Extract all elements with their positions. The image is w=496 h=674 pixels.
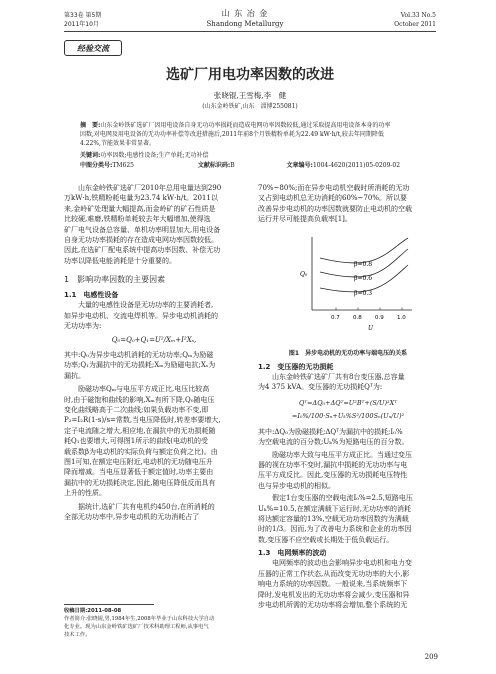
article-label: 文章编号:	[286, 162, 313, 169]
section-1-heading: 1 影响功率因数的主要因素	[64, 275, 166, 285]
text-line: 上升的性质。	[64, 489, 106, 498]
month-label: October 2011	[394, 21, 436, 28]
text-line: 将达额定容量的13%,空载无功功率因数约为满载	[258, 515, 409, 524]
abstract-line-2: 因数,对电网及用电设备的无功功率补偿等改进措施后,2011年前8个月铁精粉单耗为22.49 kW·h/t,较去年同期降低	[80, 131, 384, 138]
intro-line: 功率以降低电能消耗是十分重要的。	[64, 256, 176, 265]
text-line: 降而增减。当电压显著低于额定值时,功率主要由	[64, 468, 214, 477]
text-line: Uₖ%=10.5,在额定满载下运行时,无功功率的消耗	[258, 504, 412, 513]
received-date: 收稿日期:2011-08-08	[64, 608, 122, 614]
para-eq1-explain	[64, 350, 244, 381]
x-tick-label: 1.0	[397, 315, 406, 321]
left-column	[64, 183, 244, 522]
text-line: 为4 375 kVA。变压器的无功损耗Qᵀ为:	[258, 383, 383, 392]
x-tick-label: 0.9	[375, 315, 384, 321]
equation-2a: Qᵀ=ΔQ₀+ΔQᵀ=U²Bᵀ+(S/U)²Xᵀ	[299, 398, 397, 407]
doc-label: 文献标识码:	[197, 162, 231, 169]
para-transformer-example	[258, 493, 438, 545]
text-line: 功率;Q₁为漏抗中的无功损耗;Xₘ为励磁电抗;Xₛ为	[64, 361, 216, 370]
text-line: 又占到电动机总无功消耗的60%~70%。所以要	[258, 194, 407, 203]
text-line: 时的1/3。因而,为了改善电力系统和企业的功率因	[258, 525, 412, 534]
intro-line: 比较硬,难磨,铁精粉单耗较去年大幅增加,使得选	[64, 215, 211, 224]
figure-1-caption: 图1 异步电动机的无功功率与端电压的关系	[288, 350, 408, 357]
author-bio-line: 作者简介:张晓锟,男,1984年生,2008年毕业于山东科技大学自动	[64, 616, 215, 622]
intro-line: 矿厂电气设备总容量、单机功率明显加大,用电设备	[64, 225, 221, 234]
classification	[80, 161, 440, 170]
text-line: 变化曲线略高于二次曲线;如果负载功率不变,即	[64, 405, 209, 414]
keywords-text: 功率因数;电感性设备;生产单耗;无功补偿	[100, 152, 209, 159]
text-line: 响电力系统的功率因数。一般说来,当系统频率下	[258, 580, 408, 589]
text-line: 定子电流随之增大,相应地,在漏抗中的无功损耗随	[64, 426, 216, 435]
abstract-line-3: 4.22%,节能效果非常显著。	[80, 140, 155, 147]
journal-title-en: Shandong Metallurgy	[206, 20, 284, 28]
authors: 张晓锟,王雪梅,李 健	[213, 91, 287, 100]
text-line: 70%~80%;而在异步电动机空载时所消耗的无功	[258, 184, 410, 192]
journal-title-cn: 山 东 冶 金	[221, 9, 269, 18]
intro-paragraph	[64, 183, 244, 266]
curve-beta-0-8	[320, 238, 408, 263]
text-line: 改善异步电动机的功率因数就要防止电动机的空载	[258, 204, 412, 213]
text-line: 全部无功功率中,异步电动机的无功消耗占了	[64, 512, 200, 521]
text-line: 步电动机所需的无功功率将会增加,整个系统的无	[258, 600, 408, 609]
text-line: 压平方成反比。因此,变压器的无功损耗电压特性	[258, 471, 408, 480]
x-axis-label: U	[368, 325, 374, 332]
intro-line: 自身无功功率损耗的存在造成电网功率因数较低。	[64, 236, 218, 245]
text-line: P₂=I₂R(1-s)/s=常数,当电压降低时,转差率要增大,	[64, 416, 221, 425]
equation-1: Q₀=Q₀+Q₁=U²/Xₘ+I²Xₛ,	[111, 336, 197, 345]
text-line: 运行并尽可能提高负载率[1]。	[258, 215, 352, 224]
text-line: 假定1台变压器的空载电流I₀%=2.5,短路电压	[272, 494, 413, 503]
doc-value: B	[230, 162, 235, 169]
text-line: 励磁功率Qₘ与电压平方成正比,电压比较高	[78, 385, 210, 394]
section-1-1-heading: 1.1 电感性设备	[64, 291, 119, 300]
text-line: 图1可知,在额定电压附近,电动机的无功随电压升	[64, 457, 213, 466]
footnote	[64, 607, 246, 639]
author-bio-line: 化专业。现为山东金岭铁矿选矿厂技术科助理工程师,从事电气	[64, 624, 209, 630]
text-line: 也与异步电动机的相似。	[258, 481, 335, 490]
para-statistics	[64, 502, 244, 523]
text-line: 漏抗中的无功损耗决定,因此,随电压降低反而具有	[64, 478, 216, 487]
text-line: 降时,发电机发出的无功功率将会减少,变压器和异	[258, 590, 410, 599]
text-line: 据统计,选矿厂共有电机约450台,在所消耗的	[78, 502, 215, 511]
right-column-top	[258, 183, 438, 225]
page-number: 209	[424, 653, 438, 661]
header-rule	[64, 31, 436, 32]
abstract-label: 摘 要:	[80, 122, 101, 129]
x-tick-label: 0.7	[331, 315, 340, 321]
clc-value: TM625	[112, 162, 135, 169]
paper-title: 选矿厂用电功率因数的改进	[166, 67, 334, 83]
figure-1	[290, 232, 420, 337]
abstract-line-1: 山东金岭铁矿选矿厂因用电设备自身无功功率损耗而造成电网功率因数较低,通过采取提高用电设备本身的功率	[100, 122, 391, 129]
section-1-3-heading: 1.3 电网频率的波动	[258, 549, 327, 558]
text-line: 大量的电感性设备是无功功率的主要消耗者,	[78, 301, 214, 310]
intro-line: 因此,在选矿厂配电系统中提高功率因数、补偿无功	[64, 246, 221, 255]
text-line: 其中:Q₀为异步电动机消耗的无功功率;Qₘ为励磁	[64, 350, 214, 359]
text-line: 如异步电动机、交流电焊机等。异步电动机消耗的	[64, 311, 218, 320]
affiliation: (山东金岭铁矿,山东 淄博255081)	[202, 103, 298, 110]
keywords	[80, 151, 425, 160]
footnote-rule	[64, 604, 154, 605]
label-beta-0-8: β=0.8	[354, 261, 373, 268]
para-excitation	[64, 384, 244, 498]
y-axis-label: Q₀	[300, 271, 308, 278]
text-line: 数,变压器不应空载或长期处于低负载运行。	[258, 535, 394, 544]
section-stamp: 经验交流	[64, 40, 122, 56]
label-beta-0-6: β=0.6	[354, 275, 373, 282]
text-line: 器的视在功率不变时,漏抗中损耗的无功功率与电	[258, 461, 408, 470]
text-line: 其中:ΔQ₀为励磁损耗;ΔQᵀ为漏抗中的损耗;I₀%	[258, 427, 403, 436]
text-line: 山东金岭铁矿选矿厂共有8台变压器,总容量	[272, 373, 405, 381]
text-line: 为空载电流的百分数;Uₖ%为短路电压的百分数。	[258, 438, 409, 447]
equation-2b: =I₀%/100·Sₙ+Uₖ%S²/100Sₙ(Uₙ/U)²	[291, 411, 405, 420]
keywords-label: 关键词:	[80, 152, 101, 159]
section-1-2-heading: 1.2 变压器的无功损耗	[258, 363, 334, 371]
intro-line: 万kW·h,铁精粉耗电量为23.74 kW·h/t。2011以	[64, 194, 218, 203]
clc-label: 中图分类号:	[80, 162, 113, 169]
text-line: 耗Q₁也要增大,可得图1所示的曲线(电动机的受	[64, 437, 208, 446]
label-beta-0-3: β=0.3	[354, 290, 373, 297]
issue-date: 2011年10月	[64, 21, 99, 28]
volume-label: Vol.33 No.5	[400, 12, 436, 19]
text-line: 励磁功率大致与电压平方成正比。当通过变压	[272, 450, 412, 459]
text-line: 载系数β为电动机的实际负荷与额定负荷之比)。由	[64, 447, 218, 456]
intro-line: 来,金岭矿处理量大幅提高,而金岭矿的矿石性质是	[64, 204, 216, 213]
text-line: 压器的正常工作状态,从而改变无功功率的大小,影	[258, 569, 410, 578]
right-column-middle	[258, 362, 438, 610]
text-line: 电网频率的波动也会影响异步电动机和电力变	[272, 559, 412, 568]
para-frequency	[258, 558, 438, 610]
text-line: 漏抗。	[64, 371, 85, 380]
para-transformer-voltage	[258, 450, 438, 492]
issue-label: 第33卷 第5期	[64, 12, 102, 19]
abstract	[80, 121, 425, 148]
x-tick-label: 0.8	[353, 315, 362, 321]
intro-line: 山东金岭铁矿选矿厂2010年总用电量达到290	[78, 184, 222, 192]
author-bio-line: 技术工作。	[64, 632, 91, 638]
text-line: 时,由于磁饱和曲线的影响,Xₘ有所下降,Q₀随电压	[64, 395, 215, 404]
article-value: 1004-4620(2011)05-0209-02	[312, 162, 401, 169]
para-1-1	[64, 300, 244, 331]
text-line: 无功功率为:	[64, 322, 102, 331]
